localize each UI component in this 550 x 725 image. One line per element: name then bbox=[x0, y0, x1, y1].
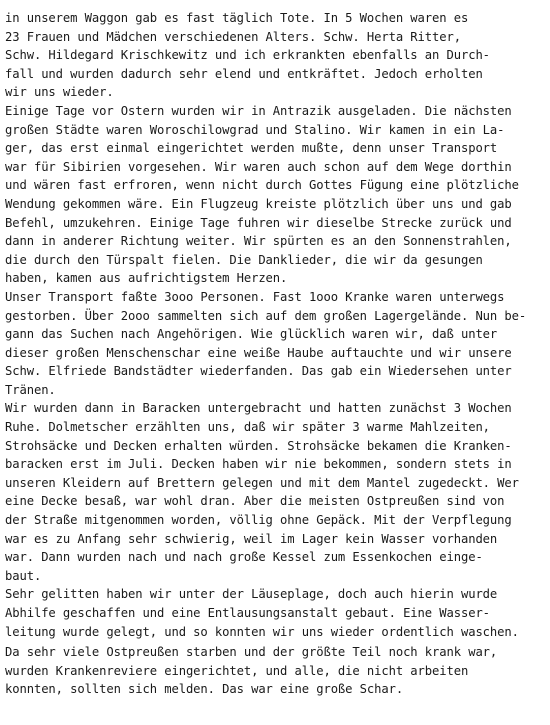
text-line: Schw. Elfriede Bandstädter wiederfanden. Das gab ein Wiedersehen unter bbox=[5, 364, 512, 379]
text-line: wir uns wieder. bbox=[5, 85, 114, 100]
text-line: war für Sibirien vorgesehen. Wir waren auch schon auf dem Wege dorthin bbox=[5, 159, 512, 174]
text-line: Ruhe. Dolmetscher erzählten uns, daß wir später 3 warme Mahlzeiten, bbox=[5, 420, 490, 435]
text-line: haben, kamen aus aufrichtigstem Herzen. bbox=[5, 271, 288, 286]
text-line: konnten, sollten sich melden. Das war eine große Schar. bbox=[5, 682, 404, 697]
text-line: leitung wurde gelegt, und so konnten wir uns wieder ordentlich waschen. bbox=[5, 624, 519, 639]
text-line: Einige Tage vor Ostern wurden wir in Antrazik ausgeladen. Die nächsten bbox=[5, 103, 512, 118]
text-line: gann das Suchen nach Angehörigen. Wie glücklich waren wir, daß unter bbox=[5, 327, 498, 342]
text-line: Wendung gekommen wäre. Ein Flugzeug kreiste plötzlich über uns und gab bbox=[5, 196, 512, 211]
text-line: großen Städte waren Woroschilowgrad und Stalino. Wir kamen in ein La- bbox=[5, 122, 505, 137]
text-line: Abhilfe geschaffen und eine Entlausungsanstalt gebaut. Eine Wasser- bbox=[5, 606, 490, 620]
text-line: 23 Frauen und Mädchen verschiedenen Alters. Schw. Herta Ritter, bbox=[5, 29, 461, 44]
text-line: baut. bbox=[5, 568, 42, 583]
text-line: Unser Transport faßte 3ooo Personen. Fast 1ooo Kranke waren unterwegs bbox=[5, 289, 505, 304]
text-line: gestorben. Über 2ooo sammelten sich auf dem großen Lagergelände. Nun be- bbox=[5, 308, 527, 323]
text-line: Strohsäcke und Decken erhalten würden. Strohsäcke bekamen die Kranken- bbox=[5, 438, 512, 453]
text-line: war es zu Anfang sehr schwierig, weil im Lager kein Wasser vorhanden bbox=[5, 531, 498, 546]
text-line: Schw. Hildegard Krischkewitz und ich erkrankten ebenfalls an Durch- bbox=[5, 48, 490, 63]
text-line: dieser großen Menschenschar eine weiße Haube auftauchte und wir unsere bbox=[5, 345, 512, 360]
text-line: wurden Krankenreviere eingerichtet, und alle, die nicht arbeiten bbox=[5, 663, 469, 678]
text-line: die durch den Türspalt fielen. Die Danklieder, die wir da gesungen bbox=[5, 252, 483, 267]
text-line: und wären fast erfroren, wenn nicht durch Gottes Fügung eine plötzliche bbox=[5, 178, 519, 193]
text-line: unseren Kleidern auf Brettern gelegen und mit dem Mantel zugedeckt. Wer bbox=[5, 475, 519, 490]
text-line: eine Decke besaß, war wohl dran. Aber die meisten Ostpreußen sind von bbox=[5, 494, 505, 509]
text-line: ger, das erst einmal eingerichtet werden mußte, denn unser Transport bbox=[5, 141, 498, 156]
text-line: Befehl, umzukehren. Einige Tage fuhren wir dieselbe Strecke zurück und bbox=[5, 215, 512, 230]
text-line: Da sehr viele Ostpreußen starben und der größte Teil noch krank war, bbox=[5, 645, 498, 660]
typewritten-text-block bbox=[5, 9, 549, 699]
text-line: Tränen. bbox=[5, 382, 56, 397]
text-line: dann in anderer Richtung weiter. Wir spürten es an den Sonnenstrahlen, bbox=[5, 234, 512, 249]
text-line: Wir wurden dann in Baracken untergebracht und hatten zunächst 3 Wochen bbox=[5, 401, 512, 416]
text-line: fall und wurden dadurch sehr elend und entkräftet. Jedoch erholten bbox=[5, 66, 483, 81]
text-line: Sehr gelitten haben wir unter der Läuseplage, doch auch hierin wurde bbox=[5, 587, 498, 602]
text-line: der Straße mitgenommen worden, völlig ohne Gepäck. Mit der Verpflegung bbox=[5, 513, 512, 528]
text-line: war. Dann wurden nach und nach große Kessel zum Essenkochen einge- bbox=[5, 550, 483, 565]
text-line: in unserem Waggon gab es fast täglich Tote. In 5 Wochen waren es bbox=[5, 11, 469, 25]
text-line: baracken erst im Juli. Decken haben wir nie bekommen, sondern stets in bbox=[5, 457, 512, 472]
